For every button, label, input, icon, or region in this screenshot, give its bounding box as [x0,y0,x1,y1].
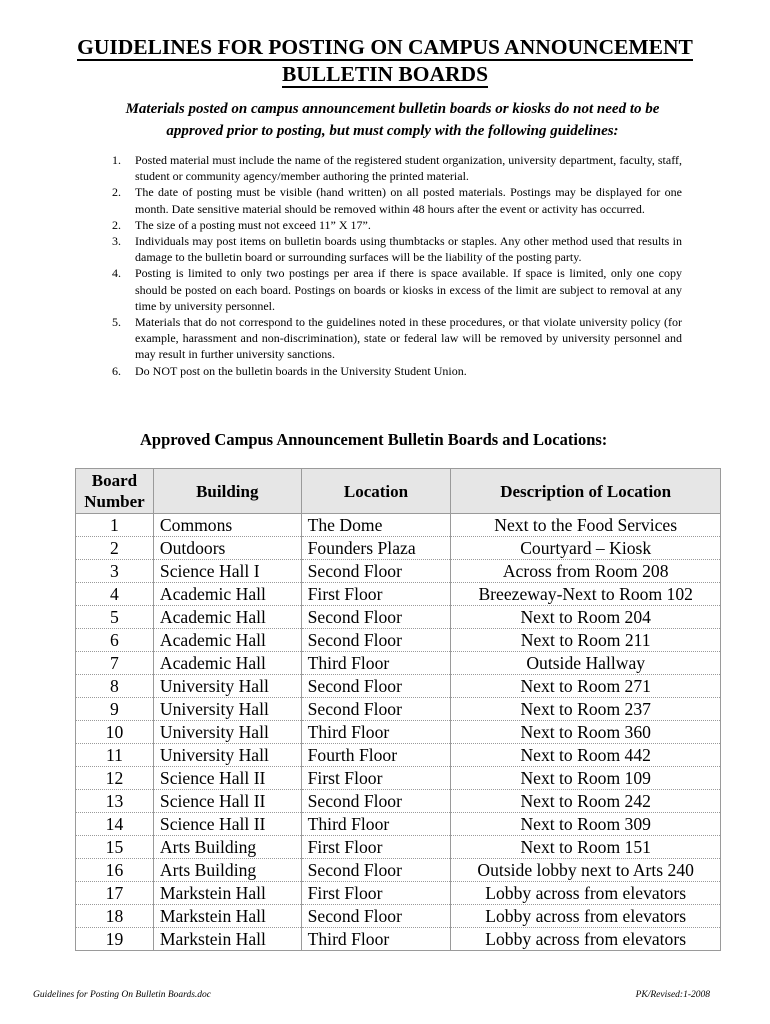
guideline-item [112,363,682,379]
table-row [76,859,721,882]
building-cell: Academic Hall [153,606,301,629]
location-cell: Second Floor [301,606,451,629]
building-cell: Markstein Hall [153,928,301,951]
board-number-cell: 6 [76,629,154,652]
building-cell: Markstein Hall [153,905,301,928]
building-cell: Arts Building [153,836,301,859]
guideline-number: 6. [112,363,121,378]
board-number-cell: 11 [76,744,154,767]
table-row [76,652,721,675]
board-number-cell: 4 [76,583,154,606]
document-title [0,34,770,88]
building-cell: University Hall [153,744,301,767]
location-cell: Founders Plaza [301,537,451,560]
location-cell: Second Floor [301,675,451,698]
guideline-text: Do NOT post on the bulletin boards in the University Student Union. [135,363,467,378]
table-row [76,767,721,790]
description-cell: Breezeway-Next to Room 102 [451,583,721,606]
description-cell: Lobby across from elevators [451,928,721,951]
location-cell: Second Floor [301,859,451,882]
table-row [76,698,721,721]
board-number-cell: 2 [76,537,154,560]
table-row [76,560,721,583]
description-cell: Next to the Food Services [451,514,721,537]
guideline-text: The date of posting must be visible (hand written) on all posted materials. Postings may be displayed for one month. Date sensitive material should be removed within 48 hours after the event or activity has occurred. [135,185,682,216]
table-row [76,721,721,744]
building-cell: Science Hall I [153,560,301,583]
table-row [76,537,721,560]
location-cell: First Floor [301,583,451,606]
table-row [76,790,721,813]
table-row [76,813,721,836]
description-cell: Next to Room 360 [451,721,721,744]
guideline-text: Posting is limited to only two postings per area if there is space available. If space is limited, only one copy should be posted on each board. Postings on boards or kiosks in excess of the limit are subject to removal at any time by university personnel. [135,266,682,313]
table-row [76,606,721,629]
location-cell: First Floor [301,767,451,790]
location-cell: First Floor [301,882,451,905]
building-cell: Outdoors [153,537,301,560]
guidelines-list [112,152,682,379]
header-description: Description of Location [451,469,721,514]
description-cell: Next to Room 211 [451,629,721,652]
location-cell: Second Floor [301,698,451,721]
building-cell: Science Hall II [153,790,301,813]
footer-filename: Guidelines for Posting On Bulletin Boards.doc [33,990,212,1000]
board-number-cell: 17 [76,882,154,905]
description-cell: Next to Room 442 [451,744,721,767]
building-cell: Markstein Hall [153,882,301,905]
guideline-text: Posted material must include the name of the registered student organization, university department, faculty, staff, student or community agency/member authoring the printed material. [135,153,682,184]
guideline-number: 2. [112,217,121,232]
location-cell: Second Floor [301,629,451,652]
table-row [76,744,721,767]
guideline-item [112,314,682,363]
building-cell: Commons [153,514,301,537]
table-row [76,836,721,859]
guideline-text: The size of a posting must not exceed 11” X 17”. [135,217,371,232]
board-number-cell: 3 [76,560,154,583]
table-row [76,675,721,698]
location-cell: Fourth Floor [301,744,451,767]
bulletin-boards-table [75,468,721,951]
table-row [76,905,721,928]
guideline-number: 1. [112,153,121,167]
description-cell: Courtyard – Kiosk [451,537,721,560]
header-board-number: Board Number [76,469,154,514]
guideline-item [112,233,682,265]
building-cell: Science Hall II [153,813,301,836]
guideline-item [112,265,682,314]
building-cell: Academic Hall [153,583,301,606]
building-cell: Science Hall II [153,767,301,790]
description-cell: Next to Room 242 [451,790,721,813]
title-line-2: BULLETIN BOARDS [281,62,489,86]
guideline-number: 4. [112,266,121,281]
guideline-item [112,217,682,233]
header-building: Building [153,469,301,514]
guideline-item [112,152,682,184]
title-line-1: GUIDELINES FOR POSTING ON CAMPUS ANNOUNCEMENT [77,35,693,59]
footer-revision: PK/Revised:1-2008 [635,990,710,1000]
guideline-item [112,184,682,216]
location-cell: The Dome [301,514,451,537]
table-row [76,583,721,606]
board-number-cell: 7 [76,652,154,675]
board-number-cell: 9 [76,698,154,721]
location-cell: First Floor [301,836,451,859]
board-number-cell: 12 [76,767,154,790]
description-cell: Lobby across from elevators [451,882,721,905]
board-number-cell: 15 [76,836,154,859]
location-cell: Second Floor [301,560,451,583]
table-row [76,928,721,951]
guideline-number: 5. [112,315,121,330]
location-cell: Third Floor [301,652,451,675]
building-cell: Academic Hall [153,629,301,652]
board-number-cell: 18 [76,905,154,928]
table-row [76,882,721,905]
location-cell: Third Floor [301,721,451,744]
board-number-cell: 14 [76,813,154,836]
building-cell: Academic Hall [153,652,301,675]
board-number-cell: 10 [76,721,154,744]
board-number-cell: 8 [76,675,154,698]
description-cell: Next to Room 309 [451,813,721,836]
board-number-cell: 13 [76,790,154,813]
table-title: Approved Campus Announcement Bulletin Boards and Locations: [140,430,608,449]
guideline-text: Materials that do not correspond to the guidelines noted in these procedures, or that violate university policy (for example, harassment and non-discrimination), state or federal law will be removed by university personnel and may result in further university sanctions. [135,315,682,362]
guideline-text: Individuals may post items on bulletin boards using thumbtacks or staples. Any other method used that results in damage to the bulletin board or surrounding surfaces will be the liability of the posting party. [135,234,682,265]
board-number-cell: 5 [76,606,154,629]
description-cell: Lobby across from elevators [451,905,721,928]
building-cell: University Hall [153,721,301,744]
table-header-row [76,469,721,514]
board-number-cell: 1 [76,514,154,537]
location-cell: Second Floor [301,905,451,928]
guideline-number: 2. [112,185,121,200]
location-cell: Second Floor [301,790,451,813]
description-cell: Across from Room 208 [451,560,721,583]
description-cell: Outside lobby next to Arts 240 [451,859,721,882]
building-cell: University Hall [153,675,301,698]
description-cell: Next to Room 271 [451,675,721,698]
description-cell: Next to Room 204 [451,606,721,629]
intro-paragraph: Materials posted on campus announcement bulletin boards or kiosks do not need to be approved prior to posting, but must comply with the following guidelines: [125,101,660,139]
description-cell: Next to Room 151 [451,836,721,859]
building-cell: University Hall [153,698,301,721]
description-cell: Outside Hallway [451,652,721,675]
building-cell: Arts Building [153,859,301,882]
location-cell: Third Floor [301,813,451,836]
location-cell: Third Floor [301,928,451,951]
guideline-number: 3. [112,234,121,249]
board-number-cell: 19 [76,928,154,951]
table-row [76,629,721,652]
description-cell: Next to Room 237 [451,698,721,721]
table-row [76,514,721,537]
description-cell: Next to Room 109 [451,767,721,790]
header-location: Location [301,469,451,514]
board-number-cell: 16 [76,859,154,882]
